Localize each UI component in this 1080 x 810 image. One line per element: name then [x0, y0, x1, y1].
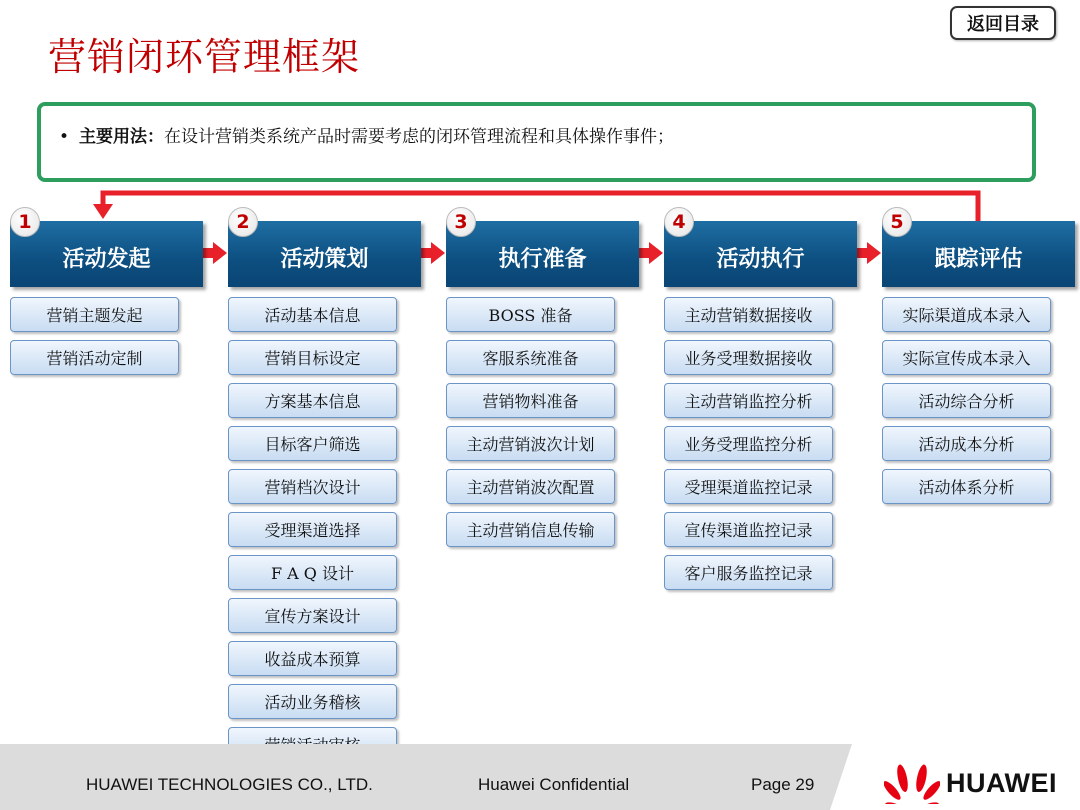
back-to-contents-button[interactable]: 返回目录 [950, 6, 1056, 40]
forward-arrow-icon-2 [421, 242, 445, 264]
stage-2-item: 宣传方案设计 [228, 598, 397, 633]
usage-text: 在设计营销类系统产品时需要考虑的闭环管理流程和具体操作事件； [164, 127, 675, 147]
stage-4-item: 客户服务监控记录 [664, 555, 833, 590]
stage-3-item: 主动营销波次配置 [446, 469, 615, 504]
stage-3-item: BOSS 准备 [446, 297, 615, 332]
bullet-icon: • [59, 127, 70, 147]
stage-2-item: 目标客户筛选 [228, 426, 397, 461]
stage-5-item: 实际宣传成本录入 [882, 340, 1051, 375]
huawei-logo-text: HUAWEI [946, 768, 1057, 798]
page-title: 营销闭环管理框架 [48, 35, 361, 79]
huawei-flower-logo-icon [884, 760, 940, 804]
stage-5-number: 5 [882, 207, 912, 237]
usage-label: 主要用法： [79, 127, 165, 147]
stage-3-number: 3 [446, 207, 476, 237]
stage-4-item: 主动营销数据接收 [664, 297, 833, 332]
stage-2-item: 营销目标设定 [228, 340, 397, 375]
stage-4-header: 活动执行 [664, 221, 857, 287]
stage-2-item: 方案基本信息 [228, 383, 397, 418]
stage-4-item: 主动营销监控分析 [664, 383, 833, 418]
stage-2-header: 活动策划 [228, 221, 421, 287]
stage-4-item: 业务受理监控分析 [664, 426, 833, 461]
stage-1-header: 活动发起 [10, 221, 203, 287]
feedback-arrowhead-icon [93, 204, 113, 219]
stage-4-item: 宣传渠道监控记录 [664, 512, 833, 547]
stage-5-item: 活动成本分析 [882, 426, 1051, 461]
stage-5-item: 活动体系分析 [882, 469, 1051, 504]
forward-arrow-icon-1 [203, 242, 227, 264]
stage-2-item: 活动业务稽核 [228, 684, 397, 719]
stage-5-item: 活动综合分析 [882, 383, 1051, 418]
stage-2-item: 收益成本预算 [228, 641, 397, 676]
forward-arrow-icon-3 [639, 242, 663, 264]
stage-3-item: 主动营销波次计划 [446, 426, 615, 461]
forward-arrow-icon-4 [857, 242, 881, 264]
stage-1-item: 营销活动定制 [10, 340, 179, 375]
stage-4-item: 受理渠道监控记录 [664, 469, 833, 504]
stage-3-header: 执行准备 [446, 221, 639, 287]
stage-2-number: 2 [228, 207, 258, 237]
stage-3-item: 营销物料准备 [446, 383, 615, 418]
stage-1-item: 营销主题发起 [10, 297, 179, 332]
stage-4-number: 4 [664, 207, 694, 237]
footer-company: HUAWEI TECHNOLOGIES CO., LTD. [86, 775, 373, 794]
stage-2-item: 营销档次设计 [228, 469, 397, 504]
stage-2-item: 受理渠道选择 [228, 512, 397, 547]
stage-1-number: 1 [10, 207, 40, 237]
stage-2-item: 活动基本信息 [228, 297, 397, 332]
footer-page-number: Page 29 [751, 775, 815, 794]
footer-confidential: Huawei Confidential [478, 775, 630, 794]
stage-3-item: 客服系统准备 [446, 340, 615, 375]
stage-5-header: 跟踪评估 [882, 221, 1075, 287]
stage-3-item: 主动营销信息传输 [446, 512, 615, 547]
stage-4-item: 业务受理数据接收 [664, 340, 833, 375]
stage-5-item: 实际渠道成本录入 [882, 297, 1051, 332]
stage-2-item: F A Q 设计 [228, 555, 397, 590]
